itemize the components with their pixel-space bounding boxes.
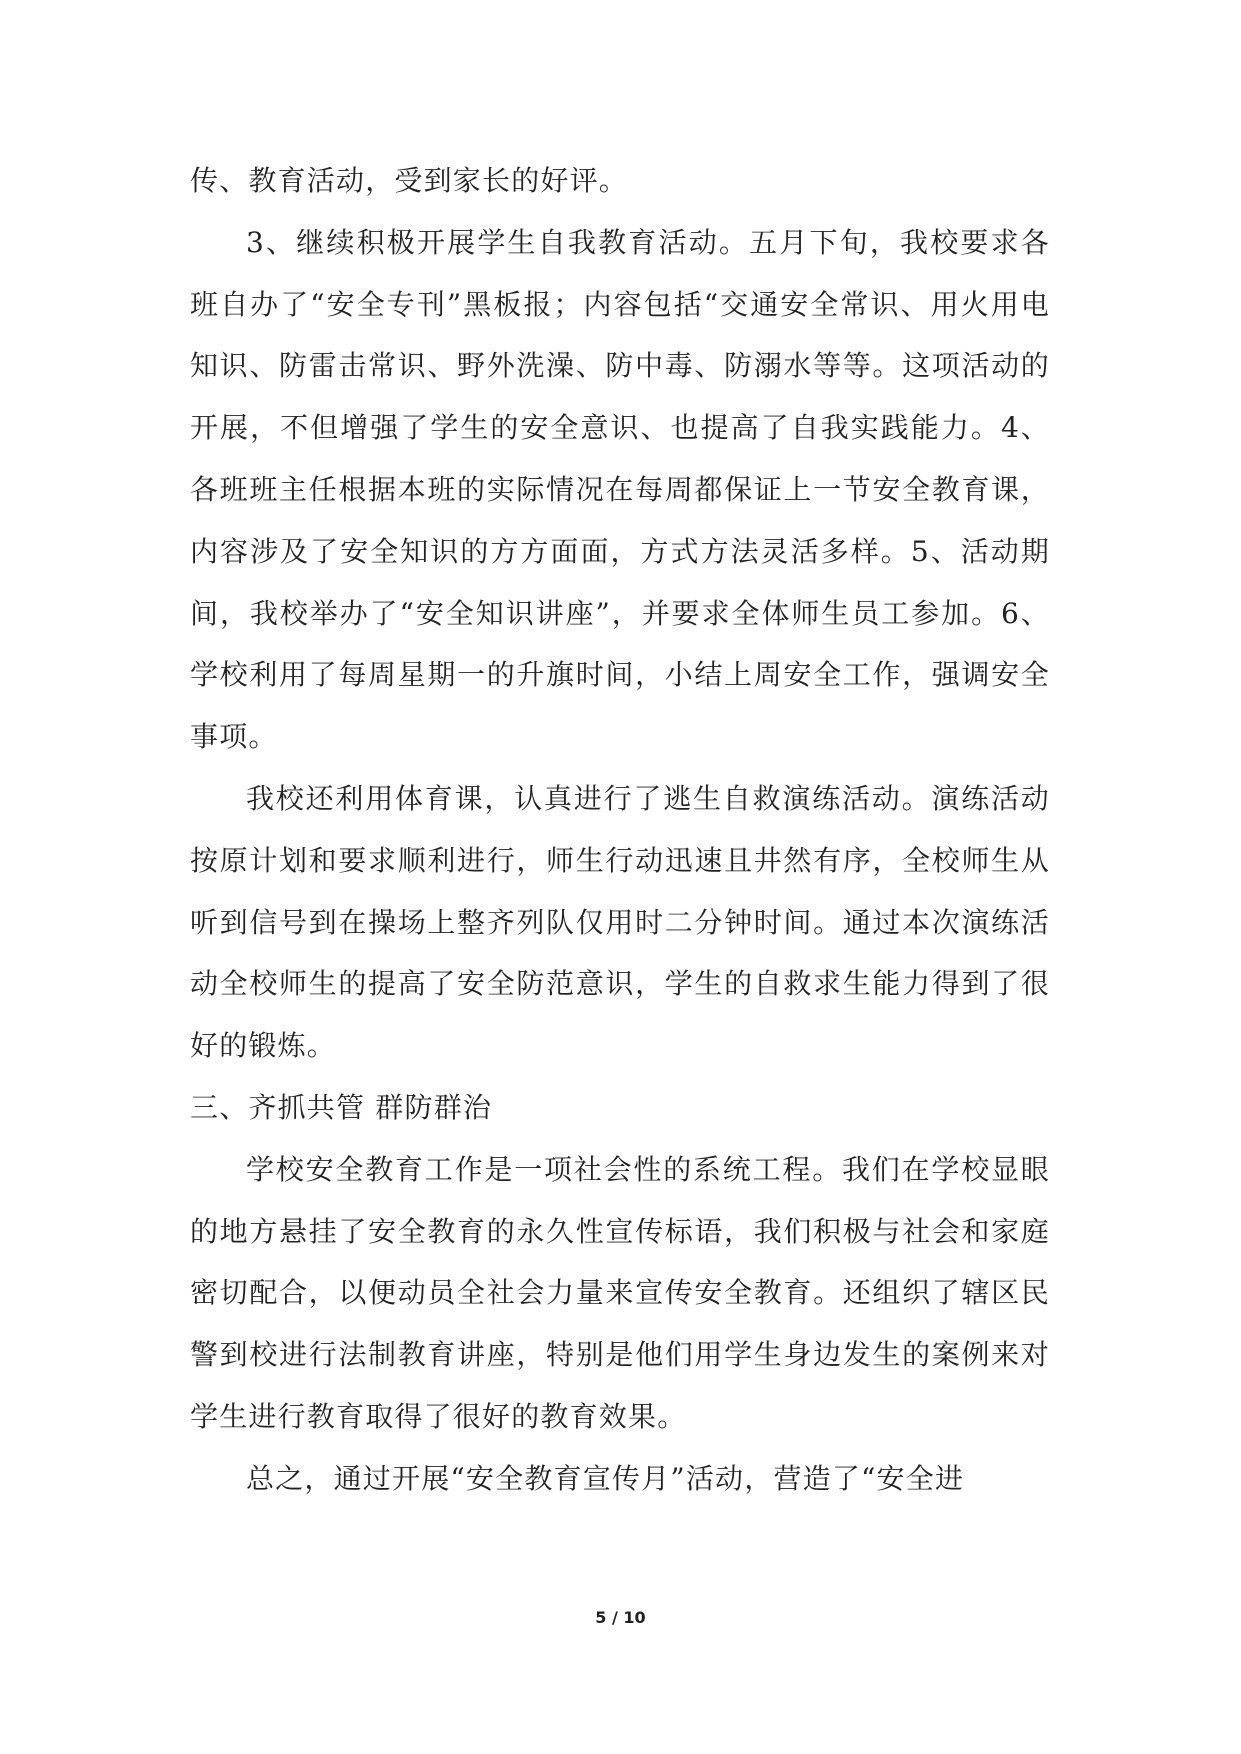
body-text [190,150,1050,1510]
paragraph-social-engineering: 学校安全教育工作是一项社会性的系统工程。我们在学校显眼的地方悬挂了安全教育的永久性宣传标语，我们积极与社会和家庭密切配合，以便动员全社会力量来宣传安全教育。还组织了辖区民警到校进行法制教育讲座，特别是他们用学生身边发生的案例来对学生进行教育取得了很好的教育效果。 [190,1152,1050,1433]
paragraph-summary: 总之，通过开展“安全教育宣传月”活动，营造了“安全进 [246,1461,965,1495]
page-number: 5 / 10 [595,1608,646,1627]
paragraph-continuation: 传、教育活动，受到家长的好评。 [190,164,629,197]
paragraph-self-education: 3、继续积极开展学生自我教育活动。五月下旬，我校要求各班自办了“安全专刊”黑板报；内容包括“交通安全常识、用火用电知识、防雷击常识、野外洗澡、防中毒、防溺水等等。这项活动的开展，不但增强了学生的安全意识、也提高了自我实践能力。4、各班班主任根据本班的实际情况在每周都保证上一节安全教育课，内容涉及了安全知识的方方面面，方式方法灵活多样。5、活动期间，我校举办了“安全知识讲座”，并要求全体师生员工参加。6、学校利用了每周星期一的升旗时间，小结上周安全工作，强调安全事项。 [190,225,1050,754]
paragraph-drill: 我校还利用体育课，认真进行了逃生自救演练活动。演练活动按原计划和要求顺利进行，师生行动迅速且井然有序，全校师生从听到信号到在操场上整齐列队仅用时二分钟时间。通过本次演练活动全校师生的提高了安全防范意识，学生的自救求生能力得到了很好的锻炼。 [190,781,1050,1063]
section-heading: 三、齐抓共管 群防群治 [190,1090,493,1124]
